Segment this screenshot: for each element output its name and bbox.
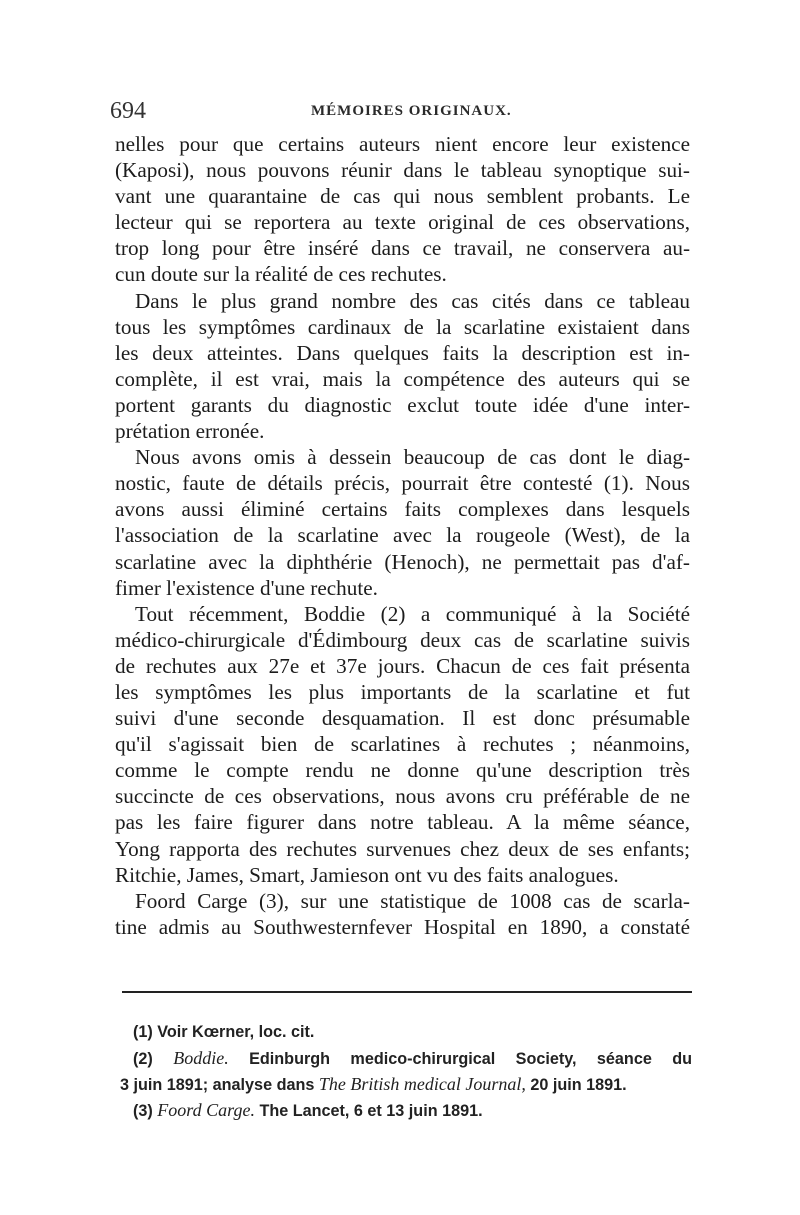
- text-line: complète, il est vrai, mais la compétence des auteurs qui se: [115, 366, 690, 391]
- text-line: l'association de la scarlatine avec la rougeole (West), de la: [115, 523, 690, 548]
- text-line: trop long pour être inséré dans ce travail, ne conservera au-: [115, 236, 690, 261]
- text-line: Ritchie, James, Smart, Jamieson ont vu des faits analogues.: [115, 862, 619, 887]
- body-text: [115, 131, 690, 940]
- text-line: portent garants du diagnostic exclut toute idée d'une inter-: [115, 392, 690, 417]
- text-line: cun doute sur la réalité de ces rechutes.: [115, 262, 447, 287]
- text-line: fimer l'existence d'une rechute.: [115, 575, 378, 600]
- text-line: suivi d'une seconde desquamation. Il est donc présumable: [115, 706, 690, 731]
- text-line: Dans le plus grand nombre des cas cités dans ce tableau: [135, 288, 690, 313]
- text-line: pas les faire figurer dans notre tableau. A la même séance,: [115, 810, 690, 835]
- text-line: nostic, faute de détails précis, pourrait être contesté (1). Nous: [115, 471, 690, 496]
- text-line: avons aussi éliminé certains faits complexes dans lesquels: [115, 497, 690, 522]
- footnotes: [120, 1019, 692, 1123]
- text-line: de rechutes aux 27e et 37e jours. Chacun de ces fait présenta: [115, 653, 690, 678]
- text-line: (Kaposi), nous pouvons réunir dans le tableau synoptique sui-: [115, 158, 690, 183]
- text-line: scarlatine avec la diphthérie (Henoch), ne permettait pas d'af-: [115, 549, 690, 574]
- text-line: Yong rapporta des rechutes survenues chez deux de ses enfants;: [115, 836, 690, 861]
- text-line: prétation erronée.: [115, 419, 265, 444]
- footnote-2: (2) Boddie. Edinburgh medico-chirurgical Society, séance du: [133, 1048, 693, 1068]
- text-line: lecteur qui se reportera au texte original de ces observations,: [115, 210, 690, 235]
- footnote-1: (1) Voir Kœrner, loc. cit.: [133, 1023, 315, 1041]
- page-header: [110, 98, 690, 128]
- text-line: tous les symptômes cardinaux de la scarlatine existaient dans: [115, 314, 690, 339]
- footnote-3: (3) Foord Carge. The Lancet, 6 et 13 juin 1891.: [133, 1100, 483, 1120]
- text-line: vant une quarantaine de cas qui nous semblent probants. Le: [115, 184, 690, 209]
- text-line: succincte de ces observations, nous avons cru préférable de ne: [115, 784, 690, 809]
- page-number: 694: [110, 98, 146, 124]
- text-line: tine admis au Southwesternfever Hospital en 1890, a constaté: [115, 914, 690, 939]
- text-line: médico-chirurgicale d'Édimbourg deux cas de scarlatine suivis: [115, 627, 690, 652]
- text-line: Foord Carge (3), sur une statistique de 1008 cas de scarla-: [135, 888, 690, 913]
- footnote-2-continued: 3 juin 1891; analyse dans The British medical Journal, 20 juin 1891.: [120, 1074, 627, 1094]
- text-line: nelles pour que certains auteurs nient encore leur existence: [115, 132, 690, 156]
- text-line: comme le compte rendu ne donne qu'une description très: [115, 758, 690, 783]
- running-head: MÉMOIRES ORIGINAUX.: [311, 103, 512, 119]
- footnote-divider: [122, 991, 692, 993]
- text-line: les symptômes les plus importants de la scarlatine et fut: [115, 679, 690, 704]
- text-line: les deux atteintes. Dans quelques faits la description est in-: [115, 340, 690, 365]
- text-line: qu'il s'agissait bien de scarlatines à rechutes ; néanmoins,: [115, 732, 690, 757]
- text-line: Nous avons omis à dessein beaucoup de cas dont le diag-: [135, 445, 690, 470]
- text-line: Tout récemment, Boddie (2) a communiqué à la Société: [135, 601, 690, 626]
